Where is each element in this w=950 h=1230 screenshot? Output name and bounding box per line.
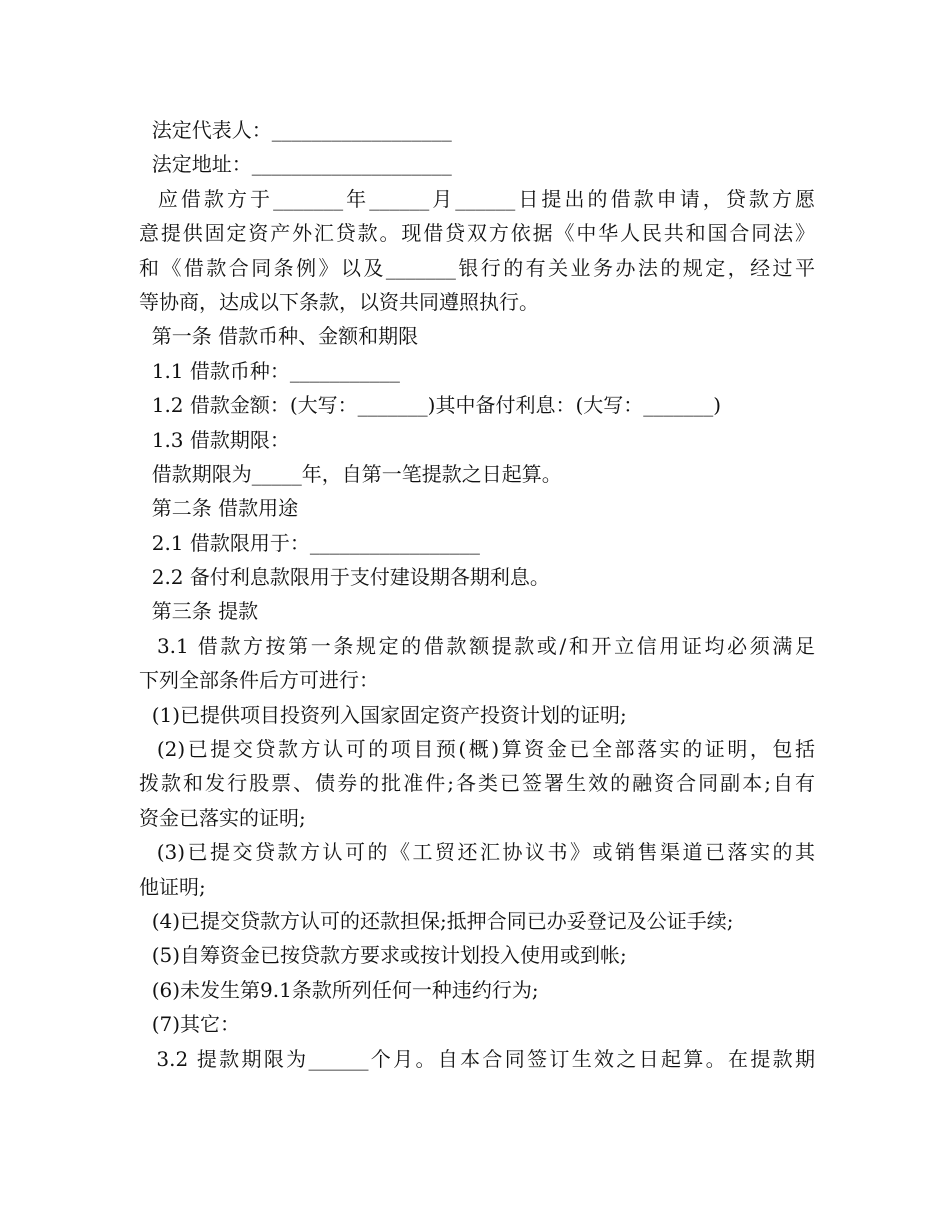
text-line: 3.1 借款方按第一条规定的借款额提款或/和开立信用证均必须满足 [139, 633, 815, 658]
text-line: 和《借款合同条例》以及_______银行的有关业务办法的规定，经过平 [139, 255, 815, 280]
text-line: 等协商，达成以下条款，以资共同遵照执行。 [139, 289, 539, 314]
text-line: 法定代表人：__________________ [139, 118, 452, 142]
text-line: 借款期限为_____年，自第一笔提款之日起算。 [139, 461, 562, 486]
text-line: 拨款和发行股票、债券的批准件;各类已签署生效的融资合同副本;自有 [139, 771, 815, 796]
text-line: (5)自筹资金已按贷款方要求或按计划投入使用或到帐; [139, 943, 627, 968]
text-line: 意提供固定资产外汇贷款。现借贷双方依据《中华人民共和国合同法》 [139, 221, 815, 246]
text-line: 资金已落实的证明; [139, 805, 306, 830]
text-line: 2.1 借款限用于：_________________ [139, 530, 480, 555]
text-line: (4)已提交贷款方认可的还款担保;抵押合同已办妥登记及公证手续; [139, 908, 734, 933]
text-line: 下列全部条件后方可进行： [139, 668, 379, 693]
text-line: 1.3 借款期限： [139, 427, 290, 452]
text-line: (3)已提交贷款方认可的《工贸还汇协议书》或销售渠道已落实的其 [139, 840, 815, 865]
text-line: (1)已提供项目投资列入国家固定资产投资计划的证明; [139, 702, 627, 727]
text-line: 3.2 提款期限为______个月。自本合同签订生效之日起算。在提款期 [139, 1046, 815, 1071]
text-line: (6)未发生第9.1条款所列任何一种违约行为; [139, 977, 539, 1002]
text-line: 他证明; [139, 874, 206, 899]
text-line: 1.1 借款币种：___________ [139, 358, 400, 383]
text-line: (2)已提交贷款方认可的项目预(概)算资金已全部落实的证明，包括 [139, 737, 815, 762]
text-line: 法定地址：____________________ [139, 152, 452, 177]
text-line: 第一条 借款币种、金额和期限 [139, 324, 419, 349]
text-line: 2.2 备付利息款限用于支付建设期各期利息。 [139, 565, 550, 590]
text-line: 1.2 借款金额：(大写：_______)其中备付利息：(大写：_______) [139, 393, 722, 418]
text-line: 第三条 提款 [139, 599, 259, 624]
text-line: (7)其它： [139, 1012, 241, 1037]
contract-body [139, 113, 815, 1076]
text-line: 第二条 借款用途 [139, 496, 299, 521]
text-line: 应借款方于_______年______月______日提出的借款申请，贷款方愿 [139, 186, 815, 211]
